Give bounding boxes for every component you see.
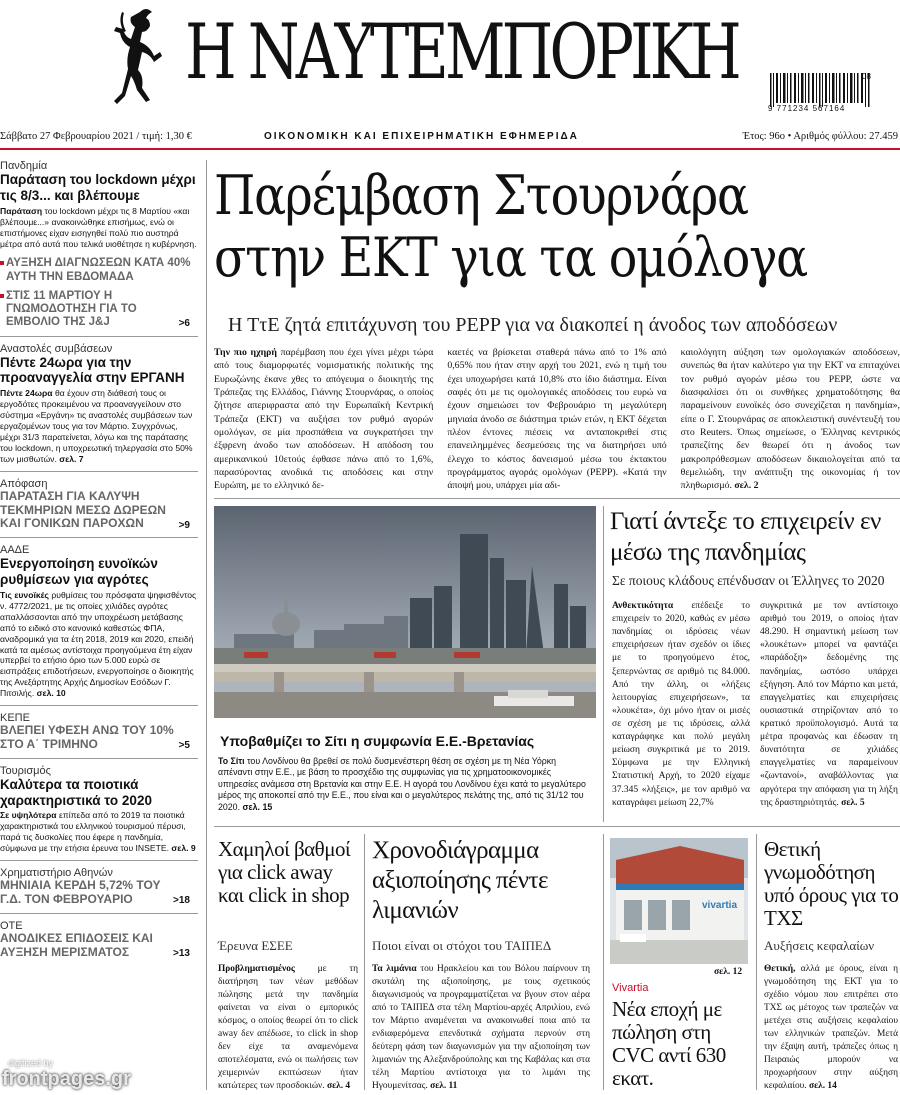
sidebar-story-ote[interactable]	[0, 920, 198, 960]
column-divider	[756, 834, 757, 1090]
sidebar-story-aade[interactable]	[0, 544, 198, 699]
story-title: Ενεργοποίηση ευνοϊκών ρυθμίσεων για αγρότες	[0, 556, 158, 588]
story-grey-title: ΑΝΟΔΙΚΕΣ ΕΠΙΔΟΣΕΙΣ ΚΑΙ ΑΥΞΗΣΗ ΜΕΡΙΣΜΑΤΟΣ >13	[0, 930, 190, 959]
business-story-subtitle: Σε ποιους κλάδους επένδυσαν οι Έλληνες το 2020	[612, 573, 885, 588]
hermes-logo-icon	[110, 4, 172, 122]
divider	[0, 913, 198, 914]
story-kicker: Πανδημία	[0, 160, 48, 172]
story-kicker: Χρηματιστήριο Αθηνών	[0, 867, 113, 880]
photo-story-text: Το Σίτι του Λονδίνου θα βρεθεί σε πολύ δυσμενέστερη θέση σε σχέση με τη Νέα Υόρκη απέναντι στην Ε.Ε., με βάση το προσχέδιο της συμφωνίας για τις χρηματοοικονομικές υπηρεσίες ανάμεσα στη Βρετανία και στην Ε.Ε. Η αγορά του Λονδίνου έχει κατά το μεγαλύτερο μέρος της αποκοπεί από την Ε.Ε., που είναι και ο μεγαλύτερος πελάτης της, από τις 31/12 του 2020. σελ. 15	[218, 756, 586, 812]
story-kicker: Απόφαση	[0, 477, 48, 490]
story-column: συγκριτικά με τον αντίστοιχο αριθμό του 2019, ο οποίος ήταν 48.290. Η σημαντική μείωση των «λουκέτων» μπορεί να φαντάζει «παράδοξη» δεδομένης της πανδημίας, ωστόσο υπάρχει εξήγηση. Από τον Μάρτιο και μετά, επαγγελματίες και επιχειρήσεις ουσιαστικά στηρίζονταν από το κρατικό προϋπολογισμό. Αυτά τα μέτρα προφανώς και έδωσαν τη δυνατότητα σε χιλιάδες επαγγελματίες να παραμείνουν «ζωντανοί», αναβάλλοντας για αργότερα την απόφαση για τη λήξη της δραστηριότητάς. σελ. 5	[760, 601, 898, 808]
vivartia-factory-photo[interactable]	[610, 838, 748, 964]
story-kicker: Αναστολές συμβάσεων	[0, 342, 113, 355]
divider	[214, 826, 900, 827]
column-divider	[603, 834, 604, 1090]
story-kicker: Τουρισμός	[0, 764, 51, 777]
sidebar-story-kepe[interactable]	[0, 712, 198, 752]
story-subtitle: Αυξήσεις κεφαλαίων	[764, 938, 875, 953]
story-grey-title: ΜΗΝΙΑΙΑ ΚΕΡΔΗ 5,72% ΤΟΥ Γ.Δ. ΤΟΝ ΦΕΒΡΟΥΑΡΙΟ >18	[0, 878, 190, 907]
page-ref: >18	[173, 895, 190, 907]
story-grey-title: ΠΑΡΑΤΑΣΗ ΓΙΑ ΚΑΛΥΨΗ ΤΕΚΜΗΡΙΩΝ ΜΕΣΩ ΔΩΡΕΩΝ ΚΑΙ ΓΟΝΙΚΩΝ ΠΑΡΟΧΩΝ >9	[0, 488, 190, 531]
page-ref: σελ. 12	[714, 967, 743, 977]
lead-subhead: Η ΤτΕ ζητά επιτάχυνση του PEPP για να διακοπεί η άνοδος των αποδόσεων	[228, 314, 838, 336]
sidebar-story-ergani[interactable]	[0, 343, 198, 465]
story-grey-title: ΒΛΕΠΕΙ ΥΦΕΣΗ ΑΝΩ ΤΟΥ 10% ΣΤΟ Α΄ ΤΡΙΜΗΝΟ >5	[0, 723, 190, 752]
divider	[0, 758, 198, 759]
divider	[0, 471, 198, 472]
page-ref: >6	[178, 318, 190, 330]
vivartia-story-title[interactable]: Νέα εποχή με πώληση στη CVC αντί 630 εκατ.	[612, 997, 726, 1090]
barcode-number: 9 771234 567164	[768, 104, 846, 113]
lead-body	[214, 346, 900, 492]
story-bullet: ΣΤΙΣ 11 ΜΑΡΤΙΟΥ Η ΓΝΩΜΟΔΟΤΗΣΗ ΓΙΑ ΤΟ ΕΜΒΟΛΙΟ ΤΗΣ J&J >6	[0, 290, 198, 330]
story-subtitle: Ποιοι είναι οι στόχοι του ΤΑΙΠΕΔ	[372, 938, 552, 953]
london-city-photo[interactable]	[214, 506, 596, 718]
lead-column: καετές να βρίσκεται σταθερά πάνω από το 1% από 0,65% που ήταν στην αρχή του 2021, ενώ η τιμή του έχει υποχωρήσει κατά 10,8% στο ίδιο διάστημα. Είναι σαφές ότι με τις ομολογιακές αποδόσεις του ευρώ να έχουν σημειώσει τον Φεβρουάριο τη μεγαλύτερη μηνιαία άνοδο σε διάστημα τριών ετών, η ΕΚΤ δέχεται πλέον έντονες πιέσεις να ανταποκριθεί στις επανειλημμένες δεσμεύσεις της να διατηρήσει υπό έλεγχο το κόστος δανεισμού μέσω του έκτακτου προγράμματος αγοράς ομολόγων (PEPP). «Κατά την άποψή μου, υπάρχει μία αδι-	[447, 347, 667, 492]
sidebar	[0, 160, 198, 959]
story-kicker: ΚΕΠΕ	[0, 712, 30, 725]
story-title: Παράταση του lockdown μέχρι τις 8/3... και βλέπουμε	[0, 172, 196, 203]
story-text: Τις ευνοϊκές ρυθμίσεις του πρόσφατα ψηφισθέντος ν. 4772/2021, με τις οποίες χιλιάδες αγρότες απαλλάσσονται από την υποχρέωση μετάβασης από το ειδικό στο κανονικό καθεστώς ΦΠΑ, αναδρομικά για τα έτη 2018, 2019 και 2020, επειδή κατά τα αμέσως αντίστοιχα προηγούμενα έτη είχαν υπερβεί το ετήσιο όριο των 5.000 ευρώ σε εισπράξεις επιδοτήσεων, ενεργοποίησε ο διοικητής της Ανεξάρτητης Αρχής Δημοσίων Εσόδων Γ. Πιτσιλής. σελ. 10	[0, 589, 197, 699]
divider	[0, 336, 198, 337]
divider	[214, 498, 900, 499]
watermark-logo: frontpages.gr	[2, 1068, 131, 1090]
date-price: Σάββατο 27 Φεβρουαρίου 2021 / τιμή: 1,30 €	[0, 131, 192, 142]
business-story-title[interactable]: Γιατί άντεξε το επιχειρείν εν μέσω της πανδημίας	[610, 508, 881, 566]
story-text: Πέντε 24ωρα θα έχουν στη διάθεσή τους οι εργοδότες προκειμένου να προαναγγείλουν στο σύστημα «Εργάνη» τις αναστολές συμβάσεων των εργαζομένων τους για τον Μάρτιο. Συγχρόνως, μέχρι 31/3 παρατείνεται, λόγω και της παράτασης του lockdown, η υποχρεωτική τηλεργασία στο 50% των μισθωτών. σελ. 7	[0, 388, 193, 464]
page-ref: >5	[178, 740, 190, 752]
tagline: ΟΙΚΟΝΟΜΙΚΗ ΚΑΙ ΕΠΙΧΕΙΡΗΜΑΤΙΚΗ ΕΦΗΜΕΡΙΔΑ	[264, 131, 579, 142]
lead-headline[interactable]: Παρέμβαση Στουρνάρα στην ΕΚΤ για τα ομόλογα	[214, 164, 807, 289]
column-divider	[603, 506, 604, 822]
vivartia-kicker: Vivartia	[612, 982, 649, 994]
ports-story-title[interactable]: Χρονοδιάγραμμα αξιοποίησης πέντε λιμανιών	[372, 837, 548, 924]
story-column: Ανθεκτικότητα επέδειξε το επιχειρείν το 2020, καθώς εν μέσω πανδημίας οι ιδρύσεις νέων επιχειρήσεων ήταν σχεδόν οι ίδιες με το προηγούμενο έτος, ξεπερνώντας σε αριθμό τις 84.000. Από την άλλη, οι «λήξεις λειτουργίας επιχειρήσεων», τα «λουκέτα», όχι μόνο ήταν οι μισές σε σχέση με τις ιδρύσεις, αλλά καταγράφηκε και πολύ μεγάλη μείωση συγκριτικά με το 2019. Σύμφωνα με την Ελληνική Στατιστική Αρχή, το 2020 είχαμε 37.345 «λήξεις», με τον αριθμό να καταγράφει μείωση 22,7%	[612, 601, 750, 808]
divider	[0, 705, 198, 706]
issue-number: Έτος: 96ο • Αριθμός φύλλου: 27.459	[742, 131, 898, 142]
click-away-story-title[interactable]: Χαμηλοί βαθμοί για click away και click in shop	[218, 837, 351, 907]
story-text: Θετική, αλλά με όρους, είναι η γνωμοδότηση της ΕΚΤ για το σχέδιο νόμου που επιτρέπει στο ΤΧΣ ως μέτοχος των τραπεζών να μετέχει στις αυξήσεις κεφαλαίου των ελληνικών τραπεζών. Μετά την έξαψη αυτή, τράπεζες όπως η Πειραιώς μπορούν να προχωρήσουν στην αύξηση κεφαλαίου. σελ. 14	[764, 964, 898, 1091]
story-text: Σε υψηλότερα επίπεδα από το 2019 τα ποιοτικά χαρακτηριστικά του ελληνικού τουρισμού πέρυσι, παρά τις δυσκολίες που έφερε η πανδημία, σύμφωνα με την ετήσια έρευνα του INSETE. σελ. 9	[0, 810, 196, 854]
story-text: Τα λιμάνια του Ηρακλείου και του Βόλου παίρνουν τη σκυτάλη της αξιοποίησης, με τους σχετικούς διαγωνισμούς να προγραμματίζεται να βγουν στον αέρα από το ΤΑΙΠΕΔ στα τέλη Μαρτίου-αρχές Απριλίου, ενώ τον Μάρτιο αναμένεται να ανακοινωθεί ποια από τα ενδιαφερόμενα επενδυτικά σχήματα περνούν στη δεύτερη φάση των διαγωνισμών για την αξιοποίηση των λιμανιών της Αλεξανδρούπολης και της Καβάλας και στα τέλη Μαρτίου αντίστοιχα για το λιμάνι της Ηγουμενίτσας. σελ. 11	[372, 964, 590, 1091]
story-title: Καλύτερα τα ποιοτικά χαρακτηριστικά το 2020	[0, 776, 152, 808]
masthead	[0, 0, 900, 150]
newspaper-title: Η ΝΑΥΤΕΜΠΟΡΙΚΗ	[185, 7, 738, 96]
story-kicker: ΑΑΔΕ	[0, 544, 30, 557]
photo-story-title[interactable]: Υποβαθμίζει το Σίτι η συμφωνία Ε.Ε.-Βρετανίας	[220, 733, 535, 749]
column-divider	[364, 834, 365, 1090]
sidebar-story-lockdown[interactable]	[0, 160, 198, 330]
watermark-caption: digitized by	[8, 1058, 54, 1068]
story-bullet: ΑΥΞΗΣΗ ΔΙΑΓΝΩΣΕΩΝ ΚΑΤΑ 40% ΑΥΤΗ ΤΗΝ ΕΒΔΟΜΑΔΑ	[0, 257, 198, 283]
story-kicker: ΟΤΕ	[0, 919, 23, 932]
sidebar-story-decision[interactable]	[0, 478, 198, 531]
lead-column: Την πιο ηχηρή παρέμβαση που έχει γίνει μέχρι τώρα από τους διαμορφωτές νομισματικής πολιτικής της Ευρωζώνης έκανε χθες το απόγευμα ο διοικητής της Τράπεζας της Ελλάδος, Γιάννης Στουρνάρας, ο οποίος ζήτησε απεριφραστα από την Ευρωπαϊκή Κεντρική Τράπεζα (ΕΚΤ) να αυξήσει τον ρυθμό αγορών ομολόγων, σε μία προσπάθεια να συγκρατήσει την έξφρενη άνοδο των αποδόσεων. Η απόδοση του αμερικανικού 10ετούς έφθασε πάνω από το 1,6%, παρασύροντας ανοδικά τις αποδόσεις και στην Ευρώπη, με το ελληνικό δε-	[214, 347, 434, 492]
hfsf-story-title[interactable]: Θετική γνωμοδότηση υπό όρους για το ΤΧΣ	[764, 837, 899, 930]
story-text: Προβληματισμένος με τη διατήρηση των νέων μεθόδων πώλησης μετά την πανδημία φαίνεται να είναι ο εμπορικός κόσμος, ο οποίος θεωρεί ότι το click away δεν απέδωσε, το click in shop δεν είχε τα αναμενόμενα αποτελέσματα, ενώ οι πωλήσεις των χειμερινών εκπτώσεων ήταν κατώτερες των προσδοκιών. σελ. 4	[218, 964, 358, 1091]
lead-column: καιολόγητη αύξηση των ομολογιακών αποδόσεων, συνεπώς θα ήταν καλύτερο για την ΕΚΤ να επιταχύνει τον ρυθμό αγορών μέσω του PEPP, ώστε να διασφαλίσει ότι οι συνθήκες χρηματοδότησης θα παραμείνουν ευνοϊκές όσο συνεχίζεται η πανδημία», είπε ο Γ. Στουρνάρας σε αποκλειστική συνέντευξή του στο Reuters. Όπως σημείωσε, ο Έλληνας κεντρικός τραπεζίτης δεν θεωρεί ότι η άνοδος των μακροπρόθεσμων αποδόσεων δικαιολογείται από τα θεμελιώδη, την ανάπτυξη της οικονομίας ή τον πληθωρισμό. σελ. 2	[680, 347, 900, 492]
story-title: Πέντε 24ωρα για την προαναγγελία στην ΕΡΓΑΝΗ	[0, 354, 185, 386]
london-skyline-image	[214, 506, 596, 718]
sidebar-story-athex[interactable]	[0, 867, 198, 907]
page-ref: >13	[173, 947, 190, 959]
barcode-issue: 08	[862, 72, 871, 81]
column-divider	[206, 160, 207, 1090]
masthead-rule	[0, 148, 900, 150]
story-subtitle: Έρευνα ΕΣΕΕ	[218, 938, 293, 953]
business-story-body	[612, 600, 898, 810]
sidebar-story-tourism[interactable]	[0, 765, 198, 854]
divider	[0, 860, 198, 861]
story-text: Παράταση του lockdown μέχρι τις 8 Μαρτίου «και βλέπουμε...» ανακοινώθηκε επισήμως, ενώ οι επιστήμονες είχαν εισηγηθεί πολύ πιο αυστηρά μέτρα από αυτά που τελικά υιοθέτησε η κυβέρνηση.	[0, 205, 197, 249]
svg-text:vivartia: vivartia	[702, 900, 738, 911]
divider	[0, 537, 198, 538]
page-ref: >9	[178, 519, 190, 531]
